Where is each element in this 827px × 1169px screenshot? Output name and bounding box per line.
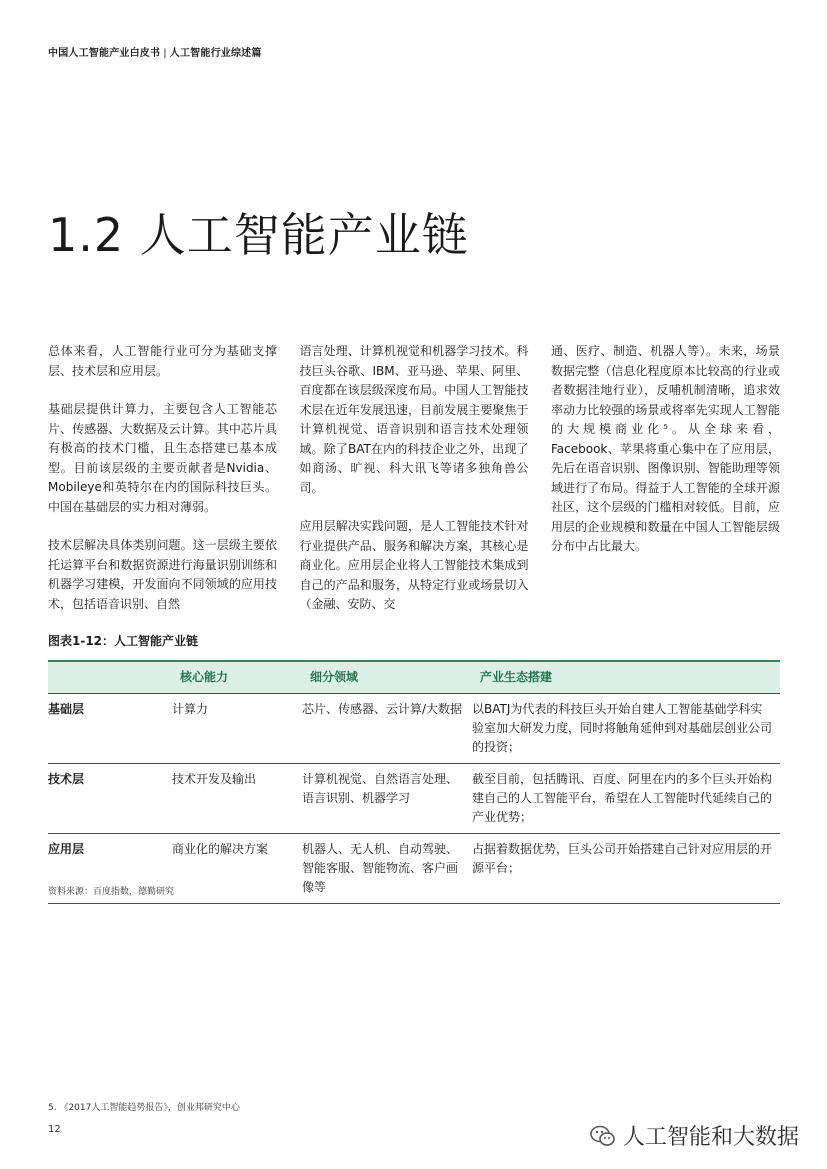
- paragraph: 通、医疗、制造、机器人等）。未来，场景数据完整（信息化程度原本比较高的行业或者数据洼地行业），反哺机制清晰，追求效率动力比较强的场景或将率先实现人工智能的大规模商业化⁵。从全球来看，Facebook、苹果将重心集中在了应用层，先后在语音识别、图像识别、智能助理等领域进行了布局。得益于人工智能的全球开源社区，这个层级的门槛相对较低。目前，应用层的企业规模和数量在中国人工智能层级分布中占比最大。: [551, 344, 780, 553]
- table-caption: 图表1-12：人工智能产业链: [48, 634, 199, 648]
- cell-eco: 截至目前，包括腾讯、百度、阿里在内的多个巨头开始构建自己的人工智能平台，希望在人工智能时代延续自己的产业优势；: [472, 772, 773, 824]
- paragraph: 技术层解决具体类别问题。这一层级主要依托运算平台和数据资源进行海量识别训练和机器学习建模，开发面向不同领域的应用技术，包括语音识别、自然: [48, 538, 277, 611]
- header-cell-sub: 细分领域: [302, 661, 472, 694]
- page-number: 12: [48, 1124, 61, 1135]
- header-separator: |: [163, 48, 167, 59]
- column-2: [300, 342, 529, 634]
- table-header-row: [48, 661, 780, 694]
- cell-core: 计算力: [172, 702, 209, 716]
- cell-core: 商业化的解决方案: [172, 842, 269, 856]
- cell-sub: 计算机视觉、自然语言处理、语言识别、机器学习: [302, 772, 459, 805]
- paragraph: 语言处理、计算机视觉和机器学习技术。科技巨头谷歌、IBM、亚马逊、苹果、阿里、百度都在该层级深度布局。中国人工智能技术层在近年发展迅速，目前发展主要聚焦于计算机视觉、语音识别和语言技术处理领域。除了BAT在内的科技企业之外，出现了如商汤、旷视、科大讯飞等诸多独角兽公司。: [299, 344, 529, 495]
- column-1: [48, 342, 277, 634]
- column-3: [551, 342, 780, 634]
- paragraph: 基础层提供计算力，主要包含人工智能芯片、传感器、大数据及云计算。其中芯片具有极高的技术门槛，且生态搭建已基本成型。目前该层级的主要贡献者是Nvidia、Mobileye和英特尔在内的国际科技巨头。中国在基础层的实力相对薄弱。: [48, 402, 277, 514]
- cell-eco: 以BATJ为代表的科技巨头开始自建人工智能基础学科实验室加大研发力度，同时将触角延伸到对基础层创业公司的投资；: [472, 702, 773, 754]
- header-cell-core: 核心能力: [172, 661, 302, 694]
- source-note: 资料来源：百度指数，德勤研究: [48, 887, 175, 897]
- header-section: 人工智能行业综述篇: [169, 48, 262, 59]
- cell-layer: 基础层: [48, 702, 85, 716]
- header-doc-title: 中国人工智能产业白皮书: [48, 48, 161, 59]
- table-row: [48, 764, 780, 834]
- cell-layer: 应用层: [48, 842, 85, 856]
- cell-layer: 技术层: [48, 772, 85, 786]
- section-title: 1.2 人工智能产业链: [48, 207, 469, 262]
- cell-sub: 芯片、传感器、云计算/大数据: [302, 702, 463, 716]
- cell-sub: 机器人、无人机、自动驾驶、智能客服、智能物流、客户画像等: [302, 842, 459, 894]
- footnote: 5. 《2017人工智能趋势报告》，创业邦研究中心: [48, 1103, 240, 1113]
- running-header: [48, 44, 262, 59]
- paragraph: 总体来看，人工智能行业可分为基础支撑层、技术层和应用层。: [48, 344, 277, 378]
- header-cell-layer: [48, 661, 172, 694]
- watermark-text: 人工智能和大数据: [622, 1125, 799, 1150]
- cell-eco: 占据着数据优势，巨头公司开始搭建自己针对应用层的开源平台；: [472, 842, 773, 875]
- watermark: [589, 1120, 799, 1151]
- cell-core: 技术开发及输出: [172, 772, 257, 786]
- wechat-icon: [589, 1122, 617, 1150]
- table-row: [48, 694, 780, 764]
- header-cell-eco: 产业生态搭建: [472, 661, 780, 694]
- paragraph: 应用层解决实践问题，是人工智能技术针对行业提供产品、服务和解决方案，其核心是商业化。应用层企业将人工智能技术集成到自己的产品和服务，从特定行业或场景切入（金融、安防、交: [299, 519, 529, 611]
- industry-chain-table: [48, 660, 780, 904]
- body-columns: [48, 342, 780, 634]
